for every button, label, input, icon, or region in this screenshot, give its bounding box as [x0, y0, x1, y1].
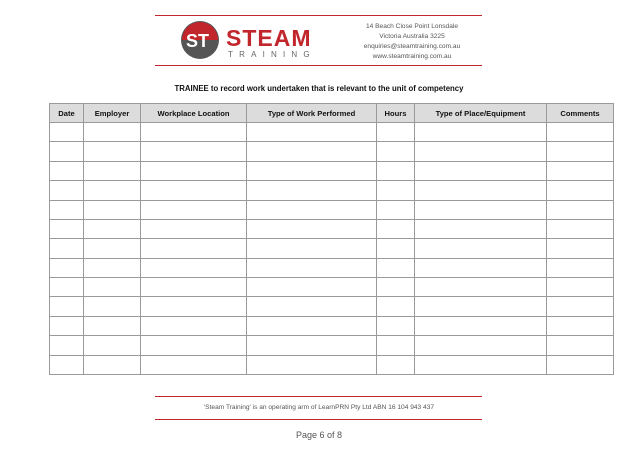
- table-cell[interactable]: [415, 239, 547, 258]
- table-row: [50, 200, 614, 219]
- address-line-2: Victoria Australia 3225: [379, 33, 445, 40]
- table-cell[interactable]: [377, 278, 415, 297]
- table-cell[interactable]: [247, 200, 377, 219]
- table-cell[interactable]: [415, 200, 547, 219]
- table-cell[interactable]: [141, 123, 247, 142]
- table-cell[interactable]: [84, 161, 141, 180]
- table-cell[interactable]: [50, 181, 84, 200]
- table-cell[interactable]: [415, 297, 547, 316]
- table-cell[interactable]: [247, 161, 377, 180]
- website-text: www.steamtraining.com.au: [372, 53, 452, 60]
- table-header-row: [50, 104, 614, 123]
- table-cell[interactable]: [50, 258, 84, 277]
- table-cell[interactable]: [84, 239, 141, 258]
- table-cell[interactable]: [415, 161, 547, 180]
- table-cell[interactable]: [547, 316, 614, 335]
- table-cell[interactable]: [377, 123, 415, 142]
- table-cell[interactable]: [415, 142, 547, 161]
- table-cell[interactable]: [84, 219, 141, 238]
- table-cell[interactable]: [415, 316, 547, 335]
- table-cell[interactable]: [247, 181, 377, 200]
- table-cell[interactable]: [50, 278, 84, 297]
- table-cell[interactable]: [247, 258, 377, 277]
- brand-subtitle: TRAINING: [228, 50, 316, 59]
- table-cell[interactable]: [415, 219, 547, 238]
- table-cell[interactable]: [247, 297, 377, 316]
- table-cell[interactable]: [415, 181, 547, 200]
- table-cell[interactable]: [50, 123, 84, 142]
- table-cell[interactable]: [50, 297, 84, 316]
- table-cell[interactable]: [377, 200, 415, 219]
- table-cell[interactable]: [141, 278, 247, 297]
- contact-block: [352, 22, 472, 62]
- table-cell[interactable]: [141, 161, 247, 180]
- table-cell[interactable]: [84, 297, 141, 316]
- table-cell[interactable]: [377, 316, 415, 335]
- table-cell[interactable]: [415, 278, 547, 297]
- work-record-table: [49, 103, 614, 375]
- table-cell[interactable]: [50, 355, 84, 375]
- table-cell[interactable]: [247, 316, 377, 335]
- table-cell[interactable]: [547, 258, 614, 277]
- table-cell[interactable]: [415, 355, 547, 375]
- column-header-hours: Hours: [377, 104, 415, 123]
- table-cell[interactable]: [84, 142, 141, 161]
- table-cell[interactable]: [141, 297, 247, 316]
- table-row: [50, 123, 614, 142]
- table-cell[interactable]: [377, 161, 415, 180]
- table-cell[interactable]: [84, 336, 141, 355]
- table-cell[interactable]: [547, 355, 614, 375]
- table-cell[interactable]: [547, 278, 614, 297]
- form-heading: TRAINEE to record work undertaken that is relevant to the unit of competency: [174, 84, 464, 93]
- table-cell[interactable]: [547, 239, 614, 258]
- table-cell[interactable]: [547, 336, 614, 355]
- table-cell[interactable]: [50, 200, 84, 219]
- table-cell[interactable]: [141, 219, 247, 238]
- table-cell[interactable]: [247, 123, 377, 142]
- table-cell[interactable]: [377, 142, 415, 161]
- table-cell[interactable]: [377, 355, 415, 375]
- table-row: [50, 142, 614, 161]
- table-cell[interactable]: [141, 316, 247, 335]
- table-row: [50, 239, 614, 258]
- column-header-comments: Comments: [547, 104, 614, 123]
- table-cell[interactable]: [377, 181, 415, 200]
- table-cell[interactable]: [84, 355, 141, 375]
- svg-text:ST: ST: [186, 31, 210, 51]
- table-cell[interactable]: [84, 316, 141, 335]
- table-cell[interactable]: [50, 336, 84, 355]
- table-cell[interactable]: [141, 239, 247, 258]
- table-body: [50, 123, 614, 375]
- table-cell[interactable]: [547, 142, 614, 161]
- table-cell[interactable]: [377, 219, 415, 238]
- column-header-date: Date: [50, 104, 84, 123]
- table-cell[interactable]: [377, 239, 415, 258]
- table-cell[interactable]: [415, 258, 547, 277]
- table-cell[interactable]: [141, 258, 247, 277]
- table-cell[interactable]: [141, 200, 247, 219]
- table-cell[interactable]: [141, 355, 247, 375]
- column-header-place-equipment: Type of Place/Equipment: [415, 104, 547, 123]
- table-cell[interactable]: [377, 258, 415, 277]
- header-top-rule: [155, 15, 482, 16]
- table-cell[interactable]: [141, 336, 247, 355]
- table-cell[interactable]: [547, 219, 614, 238]
- table-cell[interactable]: [547, 297, 614, 316]
- table-cell[interactable]: [141, 142, 247, 161]
- table-cell[interactable]: [84, 181, 141, 200]
- table-cell[interactable]: [547, 200, 614, 219]
- table-cell[interactable]: [247, 278, 377, 297]
- steam-training-logo: [180, 20, 320, 60]
- table-cell[interactable]: [50, 219, 84, 238]
- table-cell[interactable]: [415, 123, 547, 142]
- header-bottom-rule: [155, 65, 482, 66]
- table-cell[interactable]: [247, 219, 377, 238]
- table-cell[interactable]: [247, 142, 377, 161]
- table-cell[interactable]: [247, 239, 377, 258]
- table-cell[interactable]: [547, 123, 614, 142]
- table-cell[interactable]: [377, 336, 415, 355]
- table-row: [50, 316, 614, 335]
- table-row: [50, 181, 614, 200]
- brand-name: STEAM: [226, 25, 312, 51]
- table-row: [50, 355, 614, 375]
- table-cell[interactable]: [377, 297, 415, 316]
- table-row: [50, 161, 614, 180]
- column-header-employer: Employer: [84, 104, 141, 123]
- st-emblem-icon: [180, 20, 226, 60]
- column-header-workplace-location: Workplace Location: [141, 104, 247, 123]
- footer-top-rule: [155, 396, 482, 397]
- table-cell[interactable]: [50, 239, 84, 258]
- table-cell[interactable]: [50, 142, 84, 161]
- table-cell[interactable]: [84, 258, 141, 277]
- table-row: [50, 219, 614, 238]
- footer-note: 'Steam Training' is an operating arm of LearnPRN Pty Ltd ABN 16 104 943 437: [203, 404, 435, 411]
- table-cell[interactable]: [547, 181, 614, 200]
- table-cell[interactable]: [84, 123, 141, 142]
- footer-bottom-rule: [155, 419, 482, 420]
- table-cell[interactable]: [141, 181, 247, 200]
- table-cell[interactable]: [415, 336, 547, 355]
- table-cell[interactable]: [247, 336, 377, 355]
- table-row: [50, 258, 614, 277]
- table-row: [50, 336, 614, 355]
- table-cell[interactable]: [84, 278, 141, 297]
- table-cell[interactable]: [547, 161, 614, 180]
- table-cell[interactable]: [84, 200, 141, 219]
- address-line-1: 14 Beach Close Point Lonsdale: [365, 23, 458, 30]
- email-text: enquiries@steamtraining.com.au: [363, 43, 461, 50]
- page-number: Page 6 of 8: [295, 430, 343, 440]
- table-row: [50, 297, 614, 316]
- table-cell[interactable]: [50, 316, 84, 335]
- table-row: [50, 278, 614, 297]
- table-cell[interactable]: [50, 161, 84, 180]
- column-header-type-of-work: Type of Work Performed: [247, 104, 377, 123]
- table-cell[interactable]: [247, 355, 377, 375]
